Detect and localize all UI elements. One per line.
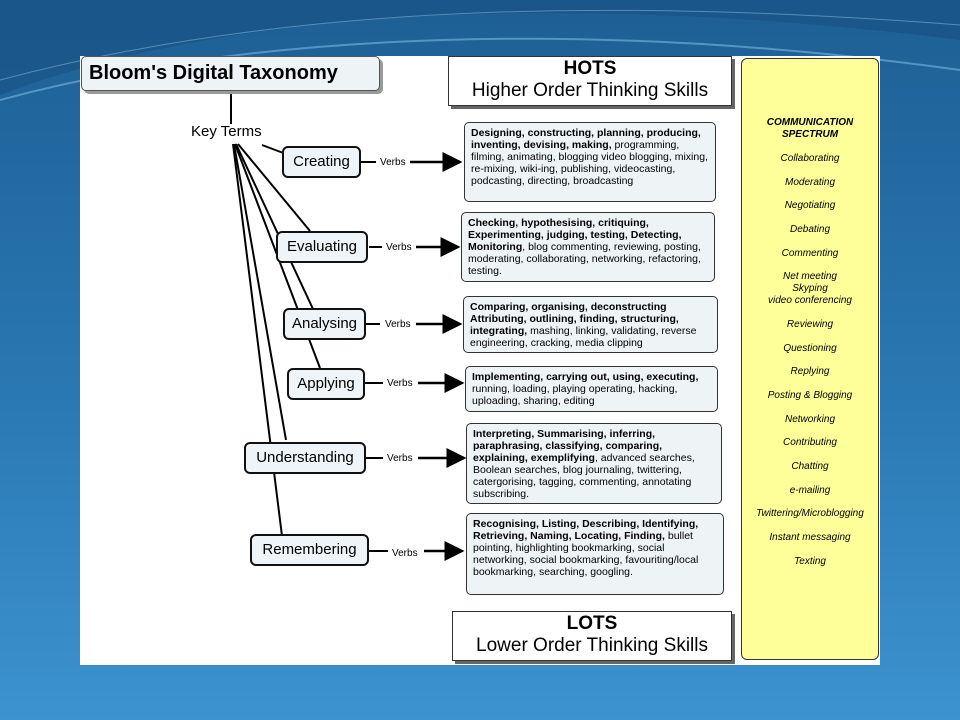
level-remembering: Remembering [250,534,369,566]
verbs-label-analysing: Verbs [385,319,411,330]
level-analysing: Analysing [283,308,366,340]
verbs-label-understanding: Verbs [387,453,413,464]
comm-item-chatting: Chatting [791,461,829,472]
lots-full: Lower Order Thinking Skills [476,635,708,656]
verbs-rest-applying: running, loading, playing operating, hacking, uploading, sharing, editing [472,383,678,407]
comm-item-net-meeting: Net meeting Skyping video conferencing [768,271,852,306]
verbs-box-creating [464,122,716,202]
comm-item-commenting: Commenting [781,248,839,259]
verbs-bold-analysing: Comparing, organising, deconstructing Attributing, outlining, finding, structuring, integrating, [470,301,679,337]
verbs-label-remembering: Verbs [392,548,418,559]
level-understanding: Understanding [244,442,366,474]
communication-spectrum-panel [741,58,879,660]
comm-item-networking: Networking [784,414,836,425]
verbs-rest-analysing: mashing, linking, validating, reverse engineering, cracking, media clipping [470,325,697,349]
comm-item-collaborating: Collaborating [780,153,840,164]
comm-item-negotiating: Negotiating [784,200,836,211]
comm-item-replying: Replying [790,366,830,377]
verbs-label-creating: Verbs [380,157,406,168]
hots-abbr: HOTS [563,58,617,79]
level-evaluating: Evaluating [276,231,368,263]
verbs-rest-evaluating: , blog commenting, reviewing, posting, moderating, collaborating, networking, refactoring, testing. [468,241,701,277]
comm-item-contributing: Contributing [783,437,837,448]
taxonomy-slide [80,56,880,665]
hots-box [448,56,732,106]
verbs-box-analysing [463,296,718,353]
verbs-rest-remembering: bullet pointing, highlighting bookmarking, social networking, social bookmarking, favouriting/local bookmarking, searching, googling. [473,530,699,578]
verbs-box-applying [465,366,718,412]
comm-item-posting-blogging: Posting & Blogging [767,390,853,401]
verbs-label-applying: Verbs [387,378,413,389]
comm-item-emailing: e-mailing [789,485,831,496]
comm-item-twittering: Twittering/Microblogging [756,508,864,519]
verbs-bold-remembering: Recognising, Listing, Describing, Identifying, Retrieving, Naming, Locating, Finding, [473,518,699,542]
comm-item-questioning: Questioning [783,343,837,354]
comm-item-debating: Debating [789,224,831,235]
comm-item-reviewing: Reviewing [786,319,834,330]
verbs-bold-understanding: Interpreting, Summarising, inferring, paraphrasing, classifying, comparing, explaining, exemplifying [473,428,663,464]
verbs-label-evaluating: Verbs [386,242,412,253]
verbs-box-evaluating [461,212,715,282]
verbs-bold-applying: Implementing, carrying out, using, executing, [472,371,699,383]
hots-full: Higher Order Thinking Skills [471,80,709,101]
verbs-box-understanding [466,423,722,504]
lots-box [452,611,732,661]
verbs-bold-evaluating: Checking, hypothesising, critiquing, Experimenting, judging, testing, Detecting, Monitoring [468,217,682,253]
comm-item-instant-messaging: Instant messaging [769,532,851,543]
verbs-bold-creating: Designing, constructing, planning, producing, inventing, devising, making, [471,127,701,151]
verbs-rest-creating: programming, filming, animating, blogging video blogging, mixing, re-mixing, wiki-ing, publishing, videocasting, podcasting, directing, broadcasting [471,139,708,187]
diagram-title: Bloom's Digital Taxonomy [81,56,380,91]
lots-abbr: LOTS [566,613,618,634]
comm-item-moderating: Moderating [784,177,836,188]
level-creating: Creating [282,146,361,178]
comm-item-texting: Texting [794,556,826,567]
key-terms-label: Key Terms [191,123,262,140]
verbs-rest-understanding: , advanced searches, Boolean searches, blog journaling, twittering, catergorising, tagging, commenting, annotating subscribing. [473,452,695,500]
verbs-box-remembering [466,513,724,595]
communication-heading: COMMUNICATION SPECTRUM [766,117,854,140]
level-applying: Applying [287,368,365,400]
